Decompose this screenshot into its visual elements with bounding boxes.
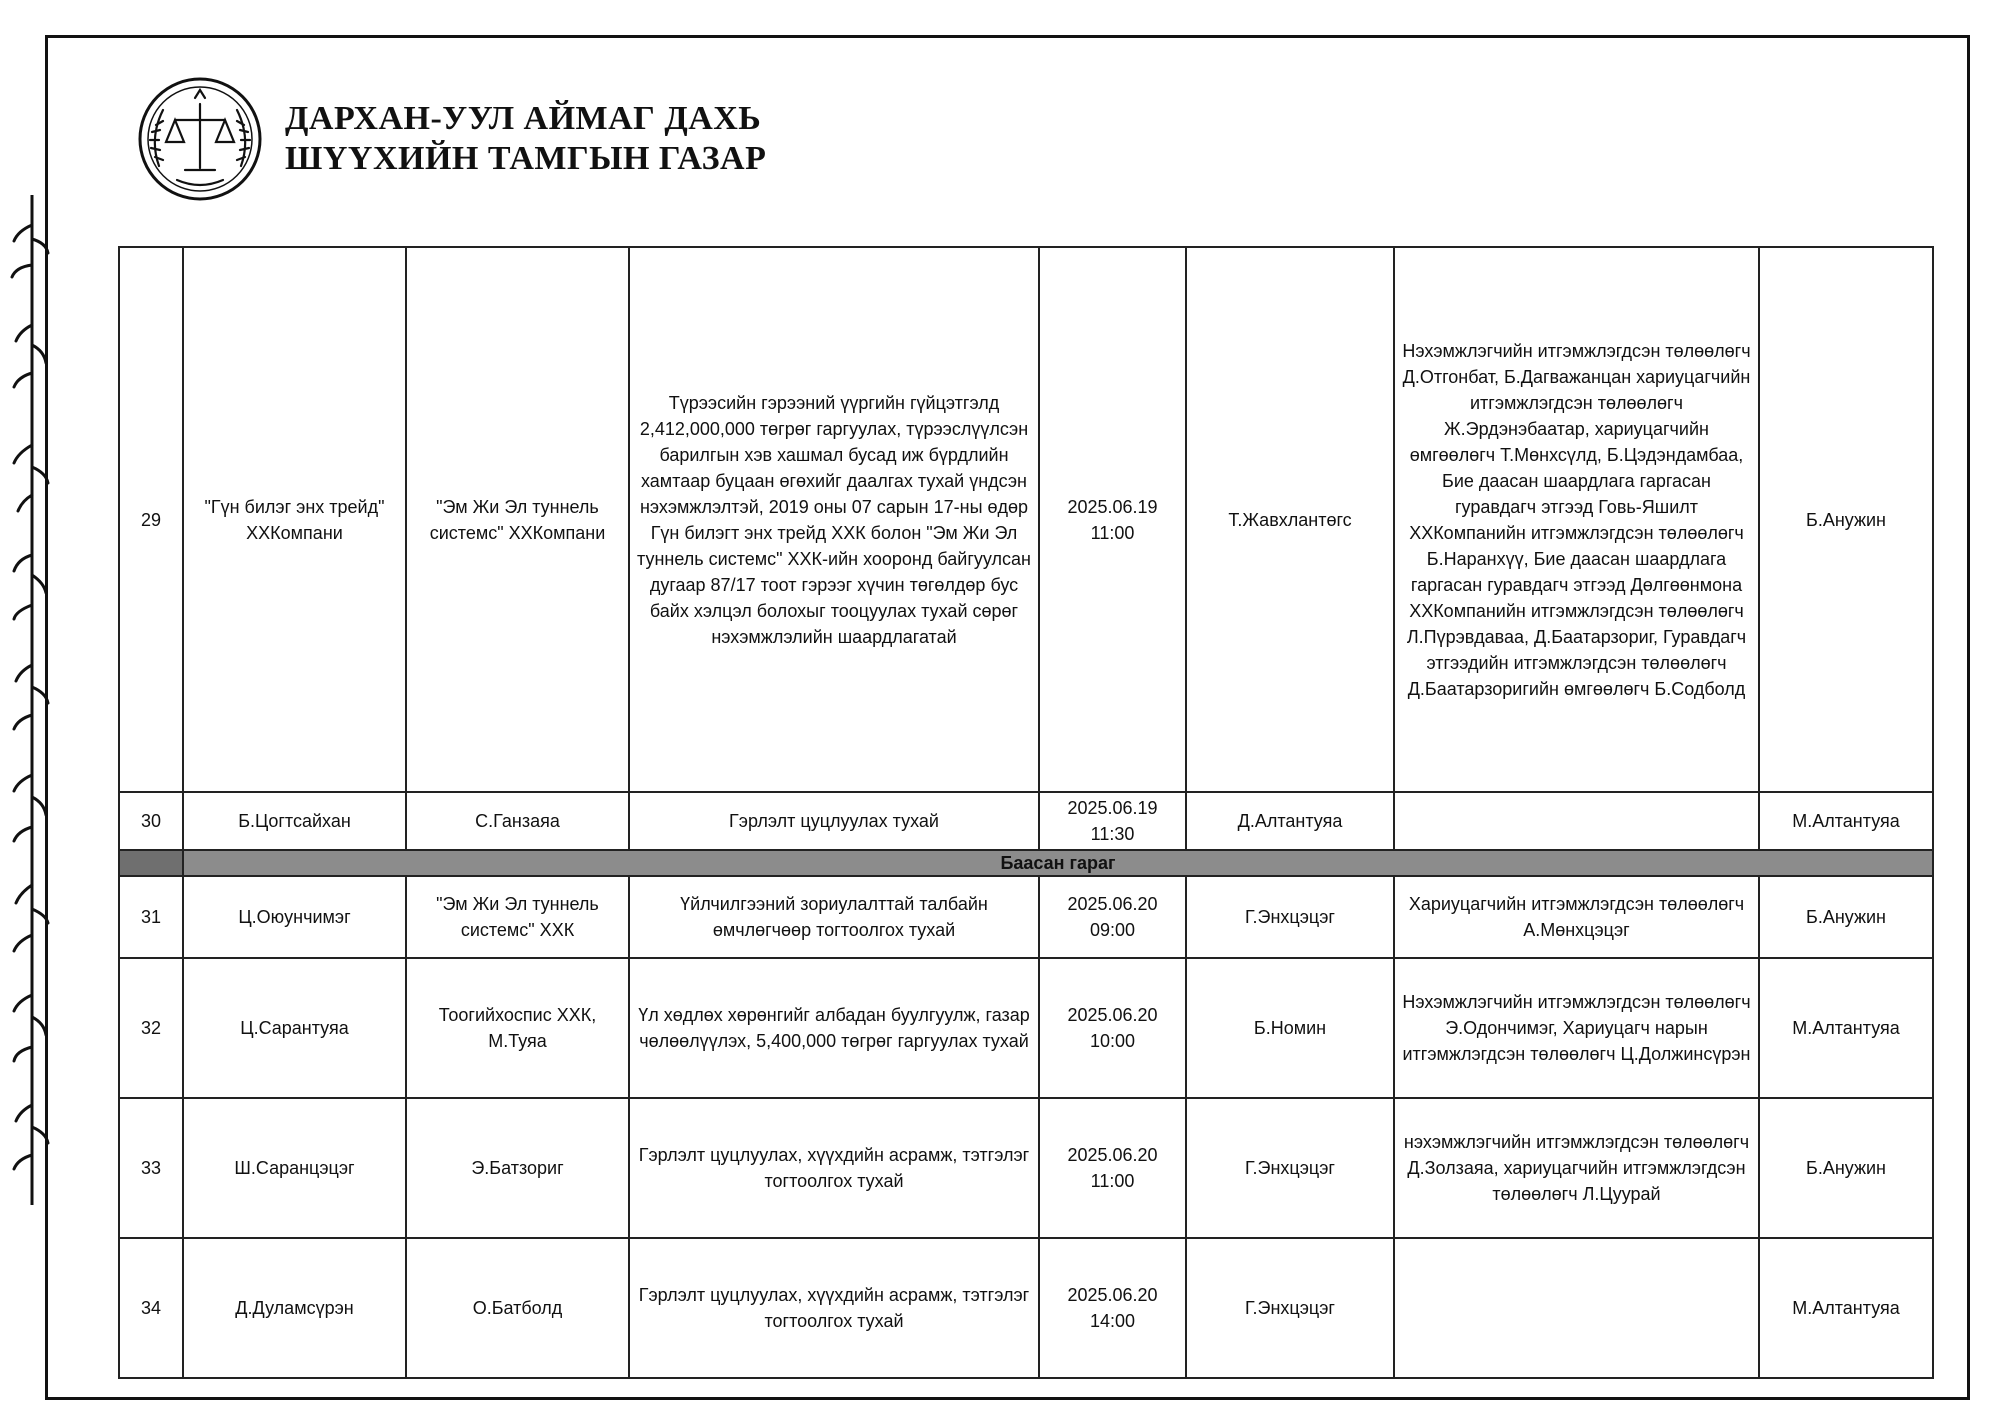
participants — [1394, 1238, 1759, 1378]
claim: Үйлчилгээний зориулалттай талбайн өмчлөгчөөр тогтоолгох тухай — [629, 876, 1039, 958]
claim: Гэрлэлт цуцлуулах, хүүхдийн асрамж, тэтгэлэг тогтоолгох тухай — [629, 1238, 1039, 1378]
plaintiff: Б.Цогтсайхан — [183, 792, 406, 850]
hearing-date: 2025.06.20 — [1067, 1005, 1158, 1025]
hearing-time: 09:00 — [1089, 920, 1136, 940]
defendant: "Эм Жи Эл туннель системс" ХХК — [406, 876, 629, 958]
org-name-line-1: ДАРХАН-УУЛ АЙМАГ ДАХЬ — [285, 100, 762, 137]
plaintiff: "Гүн билэг энх трейд" ХХКомпани — [183, 247, 406, 792]
secretary: Б.Анужин — [1759, 876, 1933, 958]
plaintiff: Ц.Сарантуяа — [183, 958, 406, 1098]
plaintiff: Д.Дуламсүрэн — [183, 1238, 406, 1378]
hearing-date: 2025.06.20 — [1067, 894, 1158, 914]
day-separator-spacer — [119, 850, 183, 876]
participants: Нэхэмжлэгчийн итгэмжлэгдсэн төлөөлөгч Д.Отгонбат, Б.Дагважанцан хариуцагчийн итгэмжлэгдсэн төлөөлөгч Ж.Эрдэнэбаатар, хариуцагчийн өмгөөлөгч Т.Мөнхсүлд, Б.Цэдэндамбаа, Бие даасан шаардлага гаргасан гуравдагч этгээд Говь-Яшилт ХХКомпанийн итгэмжлэгдсэн төлөөлөгч Б.Наранхүү, Бие даасан шаардлага гаргасан гуравдагч этгээд Дөлгөөнмона ХХКомпанийн итгэмжлэгдсэн төлөөлөгч Л.Пүрэвдаваа, Д.Баатарзориг, Гуравдагч этгээдийн итгэмжлэгдсэн төлөөлөгч Д.Баатарзоригийн өмгөөлөгч Б.Содболд — [1394, 247, 1759, 792]
participants — [1394, 792, 1759, 850]
judge: Г.Энхцэцэг — [1186, 1238, 1394, 1378]
hearing-datetime — [1039, 958, 1186, 1098]
organization-name — [285, 99, 766, 179]
participants: Хариуцагчийн итгэмжлэгдсэн төлөөлөгч А.Мөнхцэцэг — [1394, 876, 1759, 958]
judge: Т.Жавхлантөгс — [1186, 247, 1394, 792]
hearing-date: 2025.06.19 — [1067, 798, 1158, 818]
hearing-datetime — [1039, 247, 1186, 792]
secretary: Б.Анужин — [1759, 247, 1933, 792]
claim: Гэрлэлт цуцлуулах тухай — [629, 792, 1039, 850]
claim: Түрээсийн гэрээний үүргийн гүйцэтгэлд 2,412,000,000 төгрөг гаргуулах, түрээслүүлсэн барилгын хэв хашмал бусад иж бүрдлийн хамтаар буцаан өгөхийг даалгах тухай үндсэн нэхэмжлэлтэй, 2019 оны 07 сарын 17-ны өдөр Гүн билэгт энх трейд ХХК болон "Эм Жи Эл туннель системс" ХХК-ийн хооронд байгуулсан дугаар 87/17 тоот гэрээг хүчин төгөлдөр бус байх хэлцэл болохыг тооцуулах тухай сөрөг нэхэмжлэлийн шаардлагатай — [629, 247, 1039, 792]
document-header — [137, 76, 766, 202]
case-number: 31 — [119, 876, 183, 958]
judge: Б.Номин — [1186, 958, 1394, 1098]
hearing-date: 2025.06.20 — [1067, 1285, 1158, 1305]
hearing-time: 11:00 — [1090, 522, 1135, 543]
hearing-datetime — [1039, 792, 1186, 850]
secretary: Б.Анужин — [1759, 1098, 1933, 1238]
table-row — [119, 1238, 1933, 1378]
judge: Г.Энхцэцэг — [1186, 1098, 1394, 1238]
judge: Г.Энхцэцэг — [1186, 876, 1394, 958]
claim: Гэрлэлт цуцлуулах, хүүхдийн асрамж, тэтгэлэг тогтоолгох тухай — [629, 1098, 1039, 1238]
court-scales-emblem-icon — [137, 76, 263, 202]
case-number: 33 — [119, 1098, 183, 1238]
judge: Д.Алтантуяа — [1186, 792, 1394, 850]
hearing-time: 10:00 — [1089, 1031, 1136, 1051]
defendant: О.Батболд — [406, 1238, 629, 1378]
hearing-datetime — [1039, 876, 1186, 958]
day-separator-row — [119, 850, 1933, 876]
mongolian-script-icon — [0, 195, 64, 1205]
case-number: 34 — [119, 1238, 183, 1378]
case-number: 30 — [119, 792, 183, 850]
table-row — [119, 876, 1933, 958]
defendant: С.Ганзаяа — [406, 792, 629, 850]
claim: Үл хөдлөх хөрөнгийг албадан буулгуулж, газар чөлөөлүүлэх, 5,400,000 төгрөг гаргуулах тухай — [629, 958, 1039, 1098]
hearing-time: 14:00 — [1089, 1311, 1136, 1331]
table-row — [119, 792, 1933, 850]
table-row — [119, 958, 1933, 1098]
mongolian-script-band — [0, 195, 64, 1205]
secretary: М.Алтантуяа — [1759, 792, 1933, 850]
plaintiff: Ц.Оюунчимэг — [183, 876, 406, 958]
hearing-date: 2025.06.20 — [1067, 1145, 1158, 1165]
table-row — [119, 247, 1933, 792]
day-label: Баасан гараг — [183, 850, 1933, 876]
hearing-datetime — [1039, 1238, 1186, 1378]
hearing-date: 2025.06.19 — [1067, 496, 1158, 517]
defendant: Тоогийхоспис ХХК, М.Туяа — [406, 958, 629, 1098]
defendant: "Эм Жи Эл туннель системс" ХХКомпани — [406, 247, 629, 792]
defendant: Э.Батзориг — [406, 1098, 629, 1238]
org-name-line-2: ШҮҮХИЙН ТАМГЫН ГАЗАР — [285, 140, 767, 177]
secretary: М.Алтантуяа — [1759, 958, 1933, 1098]
secretary: М.Алтантуяа — [1759, 1238, 1933, 1378]
case-number: 29 — [119, 247, 183, 792]
case-number: 32 — [119, 958, 183, 1098]
hearing-datetime — [1039, 1098, 1186, 1238]
hearing-time: 11:00 — [1090, 1171, 1135, 1191]
participants: Нэхэмжлэгчийн итгэмжлэгдсэн төлөөлөгч Э.Одончимэг, Хариуцагч нарын итгэмжлэгдсэн төлөөлөгч Ц.Должинсүрэн — [1394, 958, 1759, 1098]
hearing-schedule-table — [118, 246, 1934, 1379]
hearing-time: 11:30 — [1090, 824, 1135, 844]
plaintiff: Ш.Саранцэцэг — [183, 1098, 406, 1238]
participants: нэхэмжлэгчийн итгэмжлэгдсэн төлөөлөгч Д.Золзаяа, хариуцагчийн итгэмжлэгдсэн төлөөлөгч Л.Цуурай — [1394, 1098, 1759, 1238]
table-row — [119, 1098, 1933, 1238]
